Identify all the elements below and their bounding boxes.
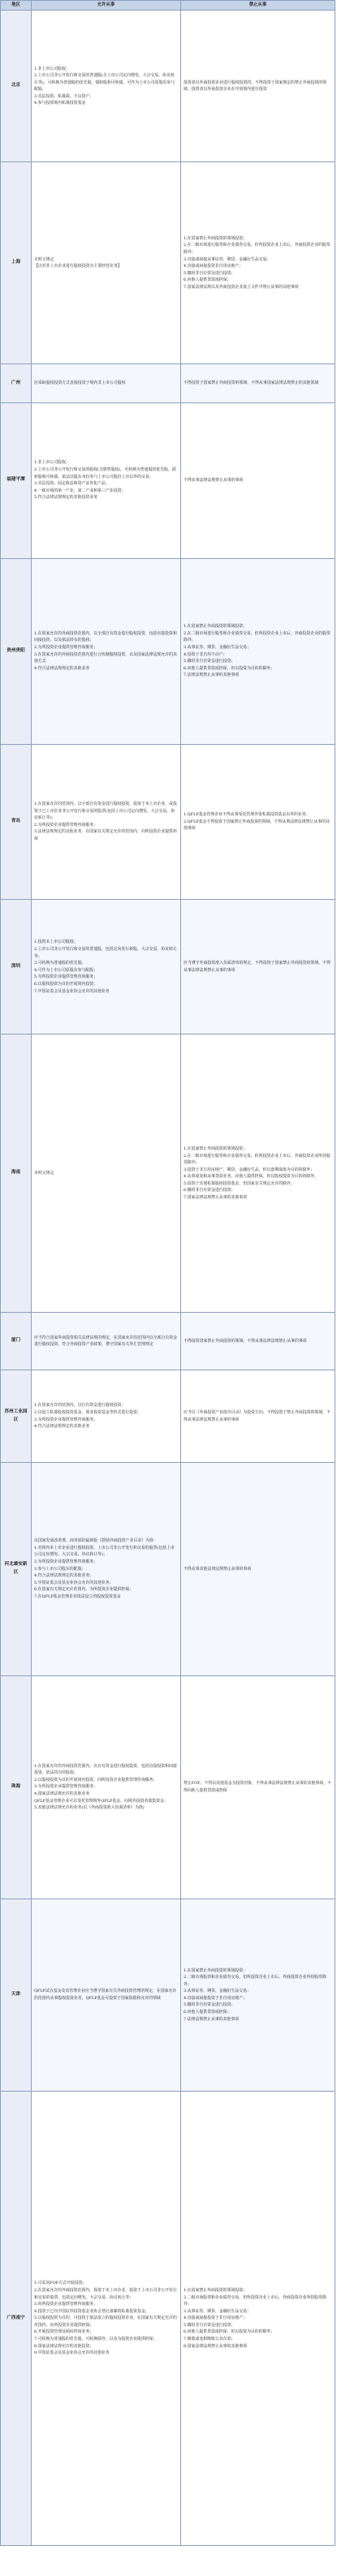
allowed-line: 【以对非上市企业进行股权投资为主要经营业务】 (34, 264, 122, 269)
prohibited-line: 4.直接或间接投资于非自用房地产； (184, 2316, 248, 2321)
allowed-cell (32, 900, 181, 1034)
table-row (1, 162, 335, 364)
allowed-cell (32, 1034, 181, 1313)
prohibited-cell (181, 1034, 335, 1313)
prohibited-cell (181, 900, 335, 1034)
allowed-line: QFLP基金管理企业可以受托管理境外QFLP基金，向境外投资者募集资金； (34, 1798, 168, 1804)
region-cell: 广州 (1, 364, 32, 402)
allowed-line: 4.符合法律法规规定的其他业务 (34, 665, 90, 671)
prohibited-line: 3.从事证券、期货、金融衍生品交易； (184, 644, 251, 650)
prohibited-cell (181, 402, 335, 558)
allowed-line: 3.夹层投资、固定收益和资产证券化产品； (34, 481, 110, 487)
header-region: 地区 (1, 1, 32, 11)
table-row (1, 402, 335, 558)
allowed-line: 2.为所投资企业提供管理咨询服务； (34, 644, 98, 650)
prohibited-line: 2.在二级市场进行股票和企业债券交易，但所投资企业上市后，外商投资企业的股票除外； (184, 630, 331, 643)
allowed-line: 4.符合法律法规规定的其他业务 (34, 1424, 90, 1430)
allowed-line: QFLP试点基金及其管理企业应当遵守国家有关外商投资管理的规定，在国家允许的范围内从事股权投资业务，QFLP基金可投资于国家鼓励和允许的领域 (34, 1989, 177, 2001)
region-cell: 福建平潭 (1, 402, 32, 558)
prohibited-line: 7.吸收或变相吸收公众存款； (184, 2337, 235, 2342)
allowed-line: 1.非上市公司股权； (34, 66, 70, 71)
allowed-line: 9.中国证监会及基金业协会允许的其他业务 (34, 2350, 110, 2356)
allowed-line: 4.可作为上市公司原股东参与配股； (34, 967, 98, 973)
allowed-line: 5.为所投资企业提供管理咨询服务； (34, 974, 98, 980)
prohibited-cell (181, 1675, 335, 1899)
allowed-line: 2.上市公司非公开发行和交易的普通股，包括定向发行新股、大宗交易、协议转让等； (34, 947, 177, 959)
prohibited-line: 7.法律法规禁止从事的其他事项 (184, 2016, 240, 2022)
prohibited-line: 应当遵守外商投资准入负面清单的规定，不得投资于国家禁止外商投资的领域，不得从事法律法规禁止从事的事项 (184, 961, 331, 973)
allowed-line: 5.其他法律法规允许的业务(以《外商投资准入负面清单》为准) (34, 1805, 145, 1811)
region-cell: 青岛 (1, 744, 32, 900)
allowed-line: 3.可转换为普通股的优先股； (34, 961, 86, 966)
allowed-cell (32, 162, 181, 364)
prohibited-line: 6.向他人提供贷款或担保； (184, 277, 231, 283)
allowed-line: 2.上市公司非公开发行和交易的普通股(含上市公司定向增发、大宗交易、协议转让等)，可转换为普通股的优先股，债转股和可转债，可作为上市公司原股东参与配股； (34, 73, 175, 92)
prohibited-line: 应当以《外商投资产业指导目录》为投资方向，不得投资于禁止外商投资的领域，不得从事法律法规禁止从事的事项 (184, 1410, 331, 1422)
prohibited-line: 6.向他人提供贷款或担保，但以投资为目的的除外； (184, 2329, 275, 2335)
region-cell: 海南 (1, 1034, 32, 1313)
allowed-line: 3.法律法规规定的其他业务，在国家有关规定允许的范围内，向所投资企业提供担保 (34, 829, 177, 841)
allowed-line: 4.参与投资境内私募投资基金 (34, 101, 86, 106)
allowed-line: 7.中国证监会及基金业协会允许的其他业务 (34, 988, 110, 994)
prohibited-line: 6.向他人提供贷款或担保，但以投资为目的的除外； (184, 665, 275, 671)
allowed-cell (32, 402, 181, 558)
prohibited-line: 8.国家法律法规禁止从事的其他事项 (184, 2343, 248, 2349)
prohibited-line: 1.在国家禁止外商投资的领域投资； (184, 2287, 248, 2293)
allowed-line: 8.国家法律法规允许的其他投资； (34, 2343, 94, 2349)
allowed-line: 1.非上市公司股权； (34, 460, 70, 466)
allowed-line: 4.符合法律法规规定的其他业务； (34, 1573, 94, 1579)
prohibited-line: 1.在国家禁止外商投资的领域投资； (184, 235, 248, 241)
region-cell: 深圳 (1, 900, 32, 1034)
allowed-line: 3.在国家允许的外商投资范围内进行合伙制股权投资，以及国家法律法规允许的其他方式 (34, 652, 177, 664)
prohibited-line: 6.向他人提供贷款或担保； (184, 2010, 231, 2015)
allowed-line: 3.为所投资企业提供管理咨询服务； (34, 1417, 98, 1422)
prohibited-cell (181, 1899, 335, 2091)
allowed-cell (32, 364, 181, 402)
prohibited-line: 禁止FOF、不得以其他基金为投资对象，不得从事法律法规禁止从事的其他事项，不得向他人提供贷款或担保 (184, 1781, 331, 1793)
table-row (1, 900, 335, 1034)
region-cell: 厦门 (1, 1313, 32, 1370)
allowed-cell (32, 1675, 181, 1899)
table-row (1, 744, 335, 900)
table-row (1, 2092, 335, 2546)
prohibited-line: 7.国家法律法规禁止从事的其他事项 (184, 1194, 248, 1200)
allowed-line: 1.对境内未上市企业进行股权投资，上市公司非公开发行和交易的股票(包括上市公司定向增发、大宗交易、协议转让等)； (34, 1545, 175, 1558)
prohibited-line: 7.国家法律法规以及外商投资企业设立文件中禁止从事的其他事项 (184, 284, 299, 290)
prohibited-line: 2.二级市场股票和企业债券交易，但所投资企业上市后，外商投资企业所持股票除外； (184, 2294, 326, 2307)
allowed-cell (32, 1313, 181, 1370)
prohibited-line: 1.在国家禁止外商投资的领域投资； (184, 624, 248, 630)
prohibited-line: 3.从事证券、期货、金融衍生品交易； (184, 2308, 251, 2314)
prohibited-line: 5.挪用非自有资金进行投资； (184, 659, 235, 664)
table-row (1, 1675, 335, 1899)
allowed-cell (32, 1462, 181, 1675)
allowed-line: 1.可采用FOF方式开展投资； (34, 2281, 87, 2286)
table-row (1, 364, 335, 402)
allowed-line: 2.在国家允许的外商投资范围内，投资于未上市企业，投资于上市公司非公开发行和交易的股票，包括定向增发、大宗交易、协议转让等； (34, 2287, 177, 2300)
header-allowed: 允许从事 (32, 1, 181, 11)
prohibited-line: 4.直接或间接投资非自用房地产； (184, 264, 244, 269)
prohibited-line: 投资者以外商投资企业进行股权投资的，不得投资于国家规定的禁止外商投资的领域，投资者以外商投资企业在中国境内进行投资 (184, 80, 327, 92)
allowed-line: 1.在国家允许的外商投资范围内，以自有资金进行股权投资，包括直接投资和间接投资，依法持有的股权； (34, 1763, 177, 1776)
allowed-line: 2.为所投资企业提供管理咨询服务； (34, 822, 98, 828)
allowed-line: 6.以股权投资为目的开展境内投资； (34, 981, 98, 987)
allowed-line: 5.以股权投资为目的，可投资于依法设立的股权投资企业，在国家有关规定允许的范围内，向所投资企业提供担保； (34, 2316, 177, 2328)
allowed-line: 应采取股权投资方式直接投资于境内非上市公司股权 (34, 381, 126, 386)
header-prohibited: 禁止从事 (181, 1, 335, 11)
allowed-line: 无明文规定 (34, 256, 54, 262)
allowed-cell (32, 11, 181, 162)
prohibited-line: 2.QFLP基金不得投资于国家禁止外商投资的领域，不得从事法律法规禁止从事的其他事项 (184, 819, 330, 832)
region-cell: 广西南宁 (1, 2092, 32, 2546)
prohibited-cell (181, 2092, 335, 2546)
prohibited-line: 5.挪用非自有资金进行投资； (184, 270, 235, 276)
prohibited-line: 3.从事证券、期货、金融衍生品交易； (184, 1989, 251, 1994)
prohibited-line: 4.投资于非自用不动产； (184, 652, 227, 657)
prohibited-cell (181, 558, 335, 744)
allowed-line: 应当符合国家外商投资相关法律法规的规定，在国家允许的范围内以全部自有资金进行股权投资，符合外商投资产业政策，遵守国家有关外汇管理规定 (34, 1335, 178, 1348)
allowed-cell (32, 558, 181, 744)
allowed-cell (32, 2092, 181, 2546)
allowed-cell (32, 744, 181, 900)
allowed-line: 5.符合法律法规规定的其他投资业务 (34, 495, 98, 501)
region-cell: 天津 (1, 1899, 32, 2091)
prohibited-cell (181, 162, 335, 364)
region-cell: 北京 (1, 11, 32, 162)
prohibited-cell (181, 1313, 335, 1370)
table-row (1, 1034, 335, 1313)
prohibited-line: 7.法律法规禁止从事的其他事项 (184, 673, 240, 678)
allowed-line: 4.投资于已在中国证券投资基金业协会登记备案的私募投资基金； (34, 2308, 149, 2314)
prohibited-line: 6.挪用非自有资金进行投资； (184, 1188, 235, 1193)
allowed-line: 4.国家法律法规允许的其他业务 (34, 1791, 90, 1797)
prohibited-line: 5.挪用非自有资金进行投资； (184, 2322, 235, 2328)
prohibited-line: 3.投资于非自用房地产、期货、金融衍生品，但以套期保值为目的的除外； (184, 1167, 315, 1172)
prohibited-line: 2.二级市场股票和企业债券交易，但所投资企业上市后，外商投资企业所持股票除外； (184, 1975, 326, 1987)
allowed-line: 4.一级市场的第一产业、第二产业和第三产业投资； (34, 488, 126, 493)
allowed-line: 2.以设立私募股权投资基金、创业投资基金等形式进行投资； (34, 1410, 141, 1416)
prohibited-line: 2.在二级市场进行股票和企业债券交易，但所投资企业上市后，外商投资企业所持股票除外； (184, 1153, 331, 1166)
prohibited-line: 1.QFLP基金管理企业不得从事受托管理外资私募投资基金以外的业务； (184, 811, 310, 817)
prohibited-cell (181, 11, 335, 162)
prohibited-cell (181, 1370, 335, 1463)
table-body (1, 11, 335, 2546)
table-row (1, 558, 335, 744)
allowed-line: 1.在国家允许的外商投资范围内，以全部自有资金进行股权投资，包括直接投资和间接投资，以及依法持有的股权； (34, 630, 177, 643)
allowed-line: 6.开展投资管理及顾问咨询业务； (34, 2329, 94, 2335)
table-row (1, 1899, 335, 2091)
prohibited-line: 不得从事法律法规禁止从事的事项 (184, 477, 244, 483)
allowed-line: 3.夹层投资、私募债、不良资产； (34, 93, 94, 99)
allowed-line: 3.向所投资企业提供管理咨询服务； (34, 2302, 98, 2307)
region-cell: 河北雄安新区 (1, 1462, 32, 1675)
allowed-cell (32, 1370, 181, 1463)
prohibited-line: 不得投资国家禁止外商投资的领域，不得从事法律法规禁止从事的事项 (184, 1338, 307, 1344)
region-cell: 贵州贵阳 (1, 558, 32, 744)
prohibited-line: 1.在国家禁止外商投资的领域投资； (184, 1967, 248, 1973)
prohibited-line: 1.在国家禁止外商投资的领域投资； (184, 1146, 248, 1151)
allowed-line: 2.以股权投资为目的开展境内投资，向所投资企业提供管理咨询服务； (34, 1777, 158, 1783)
allowed-line: 2.上市公司非公开发行和交易的股权(含限售股权)，可转换为普通股的优先股、债转股和可转债，依法以股东身份参与上市公司股份上市以外的交易； (34, 467, 176, 480)
allowed-line: 1.投资未上市公司股权； (34, 940, 78, 945)
table-row (1, 1462, 335, 1675)
table-row (1, 1370, 335, 1463)
table-header-row (1, 1, 335, 11)
prohibited-cell (181, 744, 335, 900)
allowed-line: 3.为所投资企业提供管理咨询服务； (34, 1784, 98, 1790)
region-cell: 珠海 (1, 1675, 32, 1899)
allowed-line: 未明文规定 (34, 1170, 54, 1176)
prohibited-line: 5.投资于其他私募股权投资基金，但国家有关规定允许的除外； (184, 1180, 295, 1186)
prohibited-line: 2.在二级市场进行股票和企业债券交易，但所投资企业上市后，外商投资企业的股票除外； (184, 243, 331, 256)
allowed-line: 6.在国家有关规定允许范围内，为所投资企业提供担保； (34, 1587, 134, 1593)
region-cell: 上海 (1, 162, 32, 364)
prohibited-cell (181, 1462, 335, 1675)
prohibited-line: 4.从事或变相从事贷款业务，向他人提供担保，但以股权投资为目的的除外； (184, 1174, 319, 1180)
prohibited-line: 不得投资于国家禁止外商投资的领域，不得从事国家法律法规禁止的其他领域 (184, 381, 319, 386)
allowed-line: 7.在QFLP基金管理企业依法设立的股权投资基金 (34, 1593, 121, 1599)
allowed-line: 1.在国家允许的范围内，以自有资金进行股权投资； (34, 1403, 126, 1408)
region-cell: 苏州工业园区 (1, 1370, 32, 1463)
allowed-line: 2.为所投资企业提供管理咨询服务； (34, 1559, 98, 1565)
allowed-line: 1.在国家允许的范围内，以全部自有资金进行股权投资，投资于未上市企业，或投资于已上市企业非公开发行和交易的股票(包括上市公司定向增发、大宗交易、协议转让等)； (34, 802, 177, 821)
allowed-line: 3.参与上市公司股东的配股； (34, 1566, 86, 1572)
allowed-cell (32, 1899, 181, 2091)
prohibited-line: 不得从事其他法律法规禁止从事的事项 (184, 1566, 252, 1572)
prohibited-cell (181, 364, 335, 402)
allowed-line: 7.可转换为普通股的优先股，可转换债券，以及为投资企业提供担保； (34, 2337, 158, 2342)
table-row (1, 1313, 335, 1370)
allowed-line: 以国家发展改革委、商务部的最新版《鼓励外商投资产业目录》为准： (34, 1538, 158, 1544)
allowed-line: 5.中国证监会及基金业协会允许的其他业务； (34, 1580, 114, 1585)
prohibited-line: 5.挪用非自有资金进行投资； (184, 2002, 235, 2008)
table-row (1, 11, 335, 162)
prohibited-line: 3.直接或间接从事证券、期货、金融衍生品交易； (184, 256, 271, 262)
prohibited-line: 4.直接或间接投资于非自用房地产； (184, 1995, 248, 2001)
